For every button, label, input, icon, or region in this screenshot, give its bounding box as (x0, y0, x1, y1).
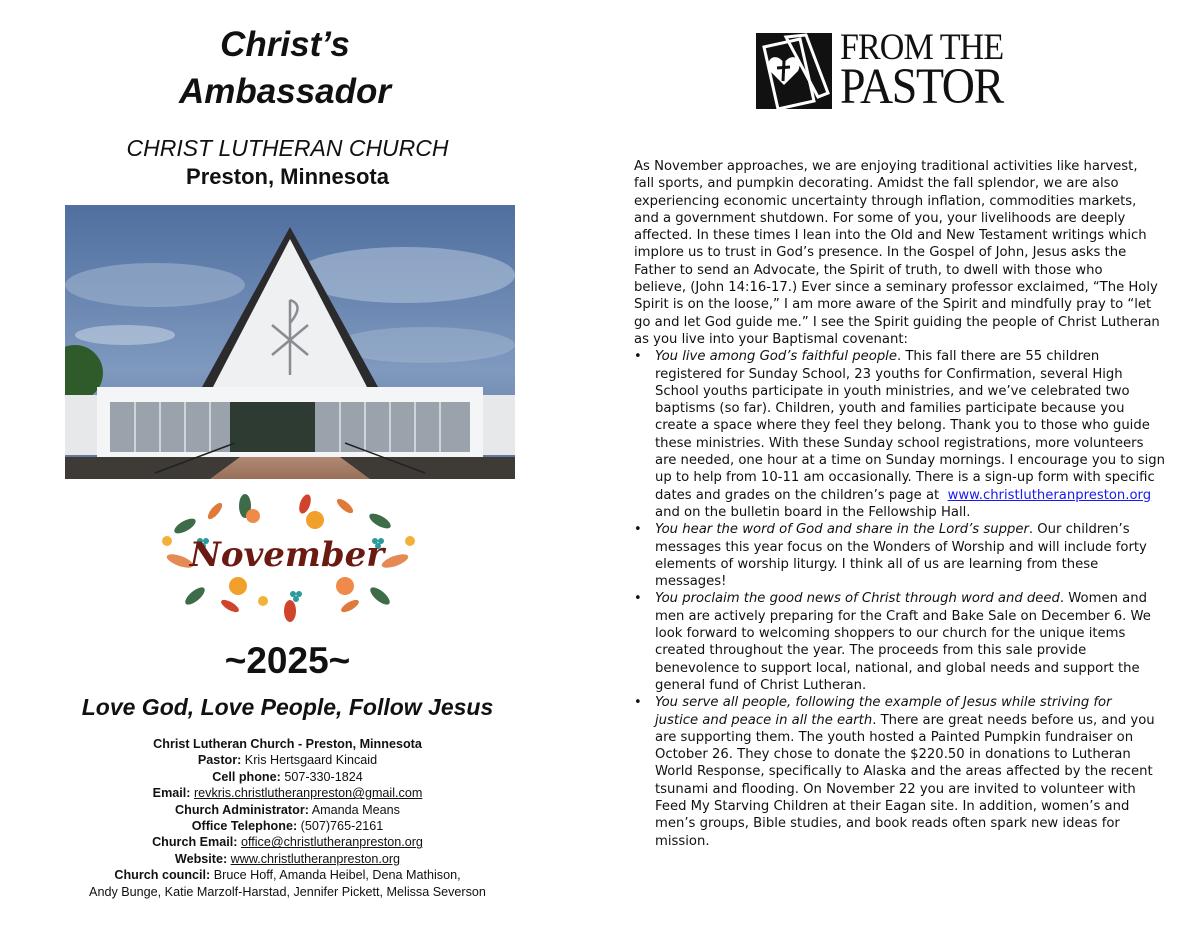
office-phone-line (60, 818, 515, 834)
covenant-line: messages this year focus on the Wonders of Worship and will include forty (655, 539, 1147, 555)
church-name: CHRIST LUTHERAN CHURCH (126, 135, 449, 161)
council-members-1: Bruce Hoff, Amanda Heibel, Dena Mathison, (213, 868, 461, 883)
council-line (60, 867, 515, 883)
covenant-line: created throughout the year. The proceeds from this sale provide (655, 643, 1087, 659)
covenant-text: . Women and (1059, 591, 1147, 607)
covenant-line: Feed My Starving Children at their Eagan site. In addition, women’s and (655, 798, 1130, 814)
newsletter-title-line2: Ambassador (178, 72, 392, 111)
covenant-item-faithful-people (634, 348, 1189, 521)
covenant-item-word-and-supper (634, 521, 1189, 590)
covenant-heading: You hear the word of God and share in the Lord’s supper (655, 522, 1029, 538)
covenant-line: general fund of Christ Lutheran. (655, 677, 867, 693)
covenant-line: up to help from 10-11 am occasionally. There is a sign-up form with specific (655, 470, 1155, 486)
church-email-link[interactable]: office@christlutheranpreston.org (240, 835, 423, 850)
covenant-line: men’s groups, Bible studies, and book reads often spark new ideas for (655, 816, 1120, 832)
covenant-line: look forward to welcoming shoppers to our church for the unique items (655, 626, 1126, 642)
covenant-line: baptisms (so far). Children, youth and families participate because you (655, 401, 1125, 417)
intro-line: and a government shutdown. For some of you, your livelihoods are deeply (634, 210, 1126, 226)
council-label: Church council: (114, 868, 211, 883)
email-label: Email: (152, 786, 191, 801)
covenant-line: create a space where they feel they belong. Thank you to those who guide (655, 418, 1150, 434)
logo-text-line2: PASTOR (840, 59, 1003, 115)
bullet-icon: • (634, 591, 642, 607)
covenant-text: . Our children’s (1028, 522, 1130, 538)
covenant-heading: You serve all people, following the example of Jesus while striving for (655, 695, 1112, 711)
intro-line: As November approaches, we are enjoying traditional activities like harvest, (634, 159, 1138, 174)
november-script-text: November (189, 535, 385, 575)
bullet-icon: • (634, 349, 642, 365)
church-building-image (65, 205, 515, 479)
covenant-heading-cont: justice and peace in all the earth (655, 712, 873, 728)
covenant-line: World Response, specifically to Alaska and the areas affected by the recent (655, 764, 1153, 780)
intro-line: Father to send an Advocate, the Spirit of truth, to dwell with those who (634, 262, 1103, 278)
contact-heading: Christ Lutheran Church - Preston, Minnesota (153, 737, 422, 751)
pastor-name: Kris Hertsgaard Kincaid (244, 753, 378, 768)
intro-paragraph (634, 158, 1189, 348)
admin-line (60, 802, 515, 818)
church-city: Preston, Minnesota (186, 164, 389, 189)
covenant-line: School youths participate in youth ministries, and we’ve celebrated two (655, 383, 1130, 399)
covenant-text: . This fall there are 55 children (896, 349, 1100, 365)
covenant-line: registered for Sunday School, 23 youths for Confirmation, several High (655, 366, 1123, 382)
cell-label: Cell phone: (212, 769, 281, 784)
church-photo (65, 205, 515, 479)
pastor-label: Pastor: (197, 753, 242, 768)
bullet-icon: • (634, 695, 642, 711)
intro-line: as you live into your Baptismal covenant: (634, 331, 908, 347)
intro-line: implore us to trust in God’s presence. In the Gospel of John, Jesus asks the (634, 245, 1127, 261)
intro-line: go and let God guide me.” I see the Spirit guiding the people of Christ Lutheran (634, 314, 1160, 330)
intro-line: experiencing economic uncertainty through inflation, commodities markets, (634, 193, 1137, 209)
website-label: Website: (174, 851, 228, 866)
email-line (60, 785, 515, 801)
intro-line: affected. In these times I lean into the Old and New Testament writings which (634, 228, 1147, 244)
admin-label: Church Administrator: (175, 802, 309, 817)
website-line (60, 851, 515, 867)
bible-heart-cross-icon (756, 33, 832, 109)
covenant-heading: You live among God’s faithful people (655, 349, 897, 365)
newsletter-title-line1: Christ’s (220, 25, 350, 64)
pastor-email-link[interactable]: revkris.christlutheranpreston@gmail.com (193, 786, 423, 801)
office-phone-label: Office Telephone: (191, 819, 298, 834)
covenant-line: messages! (655, 574, 727, 590)
covenant-line: October 26. They chose to donate the $220.50 in donations to Lutheran (655, 747, 1131, 763)
intro-line: believe, (John 14:16-17.) Ever since a seminary professor exclaimed, “The Holy (634, 280, 1158, 296)
year-heading: ~2025~ (224, 640, 351, 681)
cell-number: 507-330-1824 (284, 769, 363, 784)
newsletter-cover (60, 0, 530, 927)
november-wreath-image (155, 486, 419, 628)
council-members-2: Andy Bunge, Katie Marzolf-Harstad, Jennifer Pickett, Melissa Severson (89, 884, 486, 899)
office-phone-number: (507)765-2161 (300, 819, 384, 834)
church-motto: Love God, Love People, Follow Jesus (81, 694, 494, 720)
covenant-line: and on the bulletin board in the Fellowship Hall. (655, 504, 971, 520)
covenant-line: mission. (655, 833, 710, 849)
covenant-text: . There are great needs before us, and you (872, 712, 1155, 728)
covenant-line: these ministries. With these Sunday school registrations, more volunteers (655, 435, 1144, 451)
covenant-item-proclaim (634, 590, 1189, 694)
church-email-label: Church Email: (152, 835, 238, 850)
covenant-line: are supporting them. The youth hosted a Painted Pumpkin fundraiser on (655, 729, 1134, 745)
covenant-item-serve (634, 694, 1189, 850)
children-page-link[interactable]: www.christlutheranpreston.org (947, 487, 1152, 503)
covenant-list (634, 348, 1189, 850)
covenant-line: elements of worship liturgy. I think all of us are learning from these (655, 556, 1099, 572)
pastor-letter (634, 158, 1189, 850)
church-email-line (60, 834, 515, 850)
logo-text-line1: FROM THE (840, 27, 1004, 68)
covenant-line: dates and grades on the children’s page at (655, 487, 948, 503)
admin-name: Amanda Means (311, 802, 400, 817)
intro-line: fall sports, and pumpkin decorating. Amidst the fall splendor, we are also (634, 176, 1119, 192)
cell-line (60, 769, 515, 785)
covenant-heading: You proclaim the good news of Christ through word and deed (655, 591, 1060, 607)
contact-info (60, 736, 515, 900)
covenant-line: are needed, one hour at a time on Sunday mornings. I encourage you to sign (655, 453, 1165, 469)
intro-line: Spirit is on the loose,” I am more aware of the Spirit and mindfully pray to “let (634, 297, 1152, 313)
covenant-line: men are actively preparing for the Craft and Bake Sale on December 6. We (655, 608, 1151, 624)
website-link[interactable]: www.christlutheranpreston.org (230, 851, 401, 866)
november-illustration (155, 486, 419, 628)
bullet-icon: • (634, 522, 642, 538)
covenant-line: benevolence to support local, national, and global needs and support the (655, 660, 1140, 676)
from-the-pastor-logo (756, 27, 1046, 115)
pastor-line (60, 752, 515, 768)
covenant-line: tsunami and flooding. On November 22 you are invited to volunteer with (655, 781, 1136, 797)
